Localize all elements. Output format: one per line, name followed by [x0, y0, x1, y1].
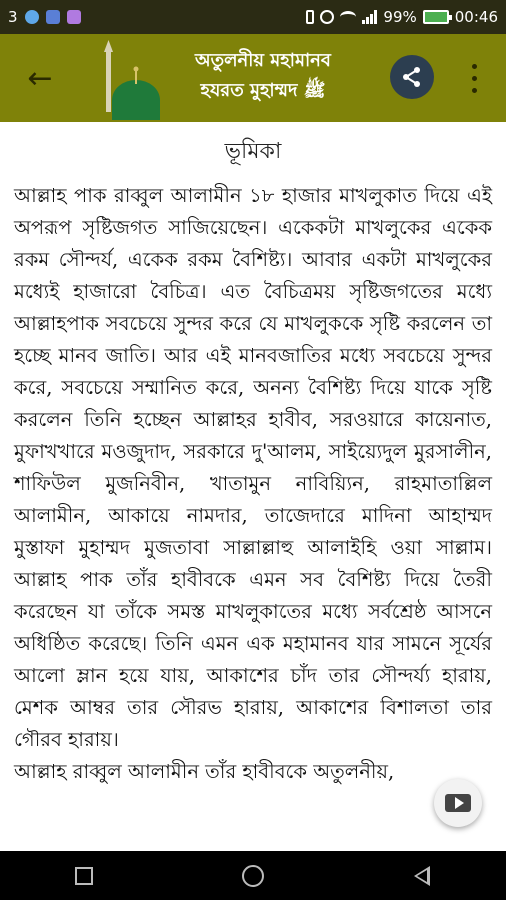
more-options-button[interactable] [464, 60, 484, 96]
gallery-icon [46, 10, 60, 24]
section-heading: ভূমিকা [224, 139, 282, 164]
back-arrow-icon: ← [27, 60, 53, 96]
alarm-icon [320, 10, 334, 24]
home-button[interactable] [223, 856, 283, 896]
app-bar [0, 34, 506, 122]
app-title-line1: অতুলনীয় মহামানব [195, 50, 331, 71]
back-triangle-icon [414, 866, 430, 886]
vibrate-icon [306, 10, 314, 24]
recents-button[interactable] [54, 856, 114, 896]
system-nav-bar [0, 851, 506, 900]
recents-square-icon [75, 867, 93, 885]
home-circle-icon [242, 865, 264, 887]
article-paragraph: আল্লাহ পাক রাব্বুল আলামীন ১৮ হাজার মাখলুকাত দিয়ে এই অপরূপ সৃষ্টিজগত সাজিয়েছেন। একেকটা মাখলুকের একেক রকম সৌন্দর্য, একেক রকম বৈশিষ্ট্য। আবার একটা মাখলুকের মধ্যেই হাজারো বৈচিত্র। এত বৈচিত্রময় সৃষ্টিজগতের মধ্যে আল্লাহপাক সবচেয়ে সুন্দর করে যে মাখলুককে সৃষ্টি করলেন তা হচ্ছে মানব জাতি। আর এই মানবজাতির মধ্যে সবচেয়ে সুন্দর করে, সবচেয়ে সম্মানিত করে, অনন্য বৈশিষ্ট্য দিয়ে যাকে সৃষ্টি করলেন তিনি হচ্ছেন আল্লাহর হাবীব, সরওয়ারে কায়েনাত, মুফাখখারে মওজুদাদ, সরকারে দু'আলম, সাইয়্যেদুল মুরসালীন, শাফিউল মুজনিবীন, খাতামুন নাবিয়্যিন, রাহমাতাল্লিল আলামীন, আকায়ে নামদার, তাজেদারে মাদিনা আহাম্মদ মুস্তাফা মুহাম্মদ মুজতাবা সাল্লাল্লাহু আলাইহি ওয়া সাল্লাম। আল্লাহ পাক তাঁর হাবীবকে এমন সব বৈশিষ্ট্য দিয়ে তৈরী করেছেন যা তাঁকে সমস্ত মাখলুকাতের মধ্যে সর্বশ্রেষ্ঠ আসনে অধিষ্ঠিত করেছে। তিনি এমন এক মহামানব যার সামনে সূর্যের আলো ম্লান হয়ে যায়, আকাশের চাঁদ তার সৌন্দর্য্য হারায়, মেশক আম্বর তার সৌরভ হারায়, আকাশের বিশালতা তার গৌরব হারায়। [14, 184, 492, 751]
wifi-icon [340, 11, 356, 23]
back-button[interactable] [12, 50, 68, 106]
app-title [158, 46, 368, 106]
status-bar [0, 0, 506, 34]
system-back-button[interactable] [392, 856, 452, 896]
article-body [14, 180, 492, 788]
signal-icon [362, 10, 377, 24]
status-time: 00:46 [454, 8, 498, 26]
app-title-line2: হযরত মুহাম্মদ ﷺ [200, 80, 326, 101]
more-vert-icon [472, 64, 477, 69]
auto-scroll-button[interactable] [434, 779, 482, 827]
notification-count: 3 [8, 8, 18, 26]
globe-icon [25, 10, 39, 24]
mosque-icon [100, 40, 162, 120]
auto-scroll-icon [445, 794, 471, 812]
battery-percent: 99% [383, 8, 417, 26]
app-icon [67, 10, 81, 24]
share-button[interactable] [390, 55, 434, 99]
article-content[interactable] [0, 122, 506, 851]
battery-icon [423, 10, 449, 24]
article-paragraph: আল্লাহ রাব্বুল আলামীন তাঁর হাবীবকে অতুলনীয়, [14, 760, 395, 783]
share-icon [401, 66, 423, 88]
